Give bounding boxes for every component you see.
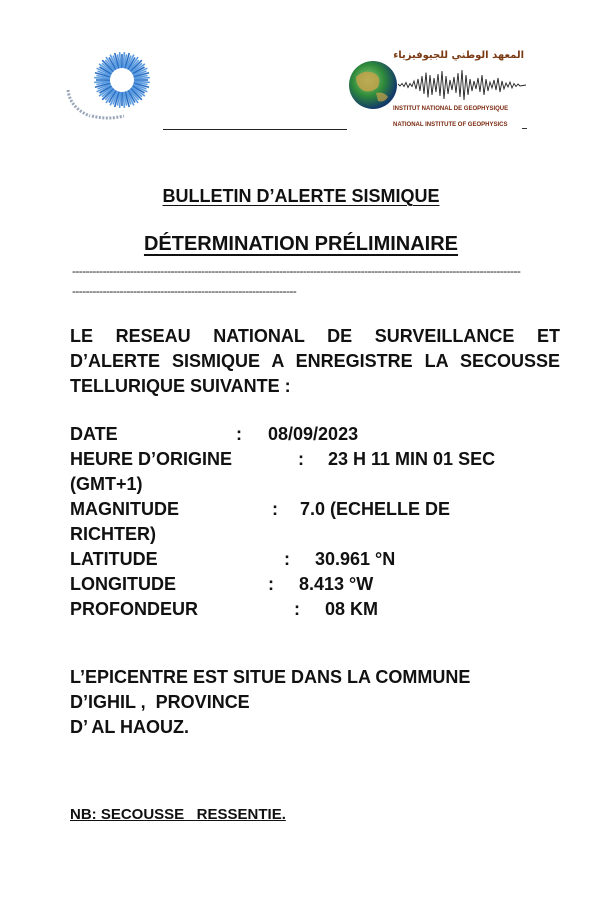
field-label: HEURE D’ORIGINE	[70, 449, 233, 469]
field-label: MAGNITUDE	[70, 499, 179, 519]
field-value: 23 H 11 MIN 01 SEC	[328, 449, 496, 469]
field-label: LATITUDE	[70, 549, 158, 569]
dashed-separator: ------------------------------------------------------------------------------------------------------------------------------------	[72, 264, 521, 278]
field-value: 8.413 °W	[299, 574, 374, 594]
dashed-separator-tail: ------------------------------------------------------------------	[72, 284, 297, 298]
field-label: LONGITUDE	[70, 574, 176, 594]
field-value: 08/09/2023	[268, 424, 359, 444]
institute-name-en: NATIONAL INSTITUTE OF GEOPHYSICS	[393, 122, 508, 128]
field-value: 7.0 (ECHELLE DE	[300, 499, 451, 519]
field-value-continuation: RICHTER)	[70, 524, 156, 544]
field-label: DATE	[70, 424, 118, 444]
field-separator: :	[294, 599, 300, 619]
field-separator: :	[284, 549, 290, 569]
field-separator: :	[268, 574, 274, 594]
cnrst-logo	[62, 50, 172, 120]
epicenter-line: D’ AL HAOUZ.	[70, 717, 190, 737]
institute-name-ar: المعهد الوطني للجيوفيزياء	[393, 50, 524, 61]
epicenter-line: L’EPICENTRE EST SITUE DANS LA COMMUNE	[70, 667, 471, 687]
note: NB: SECOUSSE RESSENTIE.	[70, 806, 286, 823]
signature-line	[163, 129, 347, 130]
epicenter-paragraph	[70, 665, 560, 740]
field-separator: :	[272, 499, 278, 519]
epicenter-line: D’IGHIL , PROVINCE	[70, 692, 250, 712]
header-tick	[522, 128, 527, 129]
sunburst-emblem	[62, 50, 172, 120]
document-subtitle: DÉTERMINATION PRÉLIMINAIRE	[143, 233, 459, 255]
institute-name-fr: INSTITUT NATIONAL DE GEOPHYSIQUE	[393, 106, 509, 112]
field-separator: :	[236, 424, 242, 444]
document-title: BULLETIN D’ALERTE SISMIQUE	[162, 186, 440, 206]
field-value: 30.961 °N	[315, 549, 396, 569]
field-label: PROFONDEUR	[70, 599, 199, 619]
intro-paragraph: LE RESEAU NATIONAL DE SURVEILLANCE ET D’ALERTE SISMIQUE A ENREGISTRE LA SECOUSSE TELLURIQUE SUIVANTE :	[70, 326, 560, 396]
field-value: 08 KM	[325, 599, 379, 619]
field-value-continuation: (GMT+1)	[70, 474, 143, 494]
field-separator: :	[298, 449, 304, 469]
